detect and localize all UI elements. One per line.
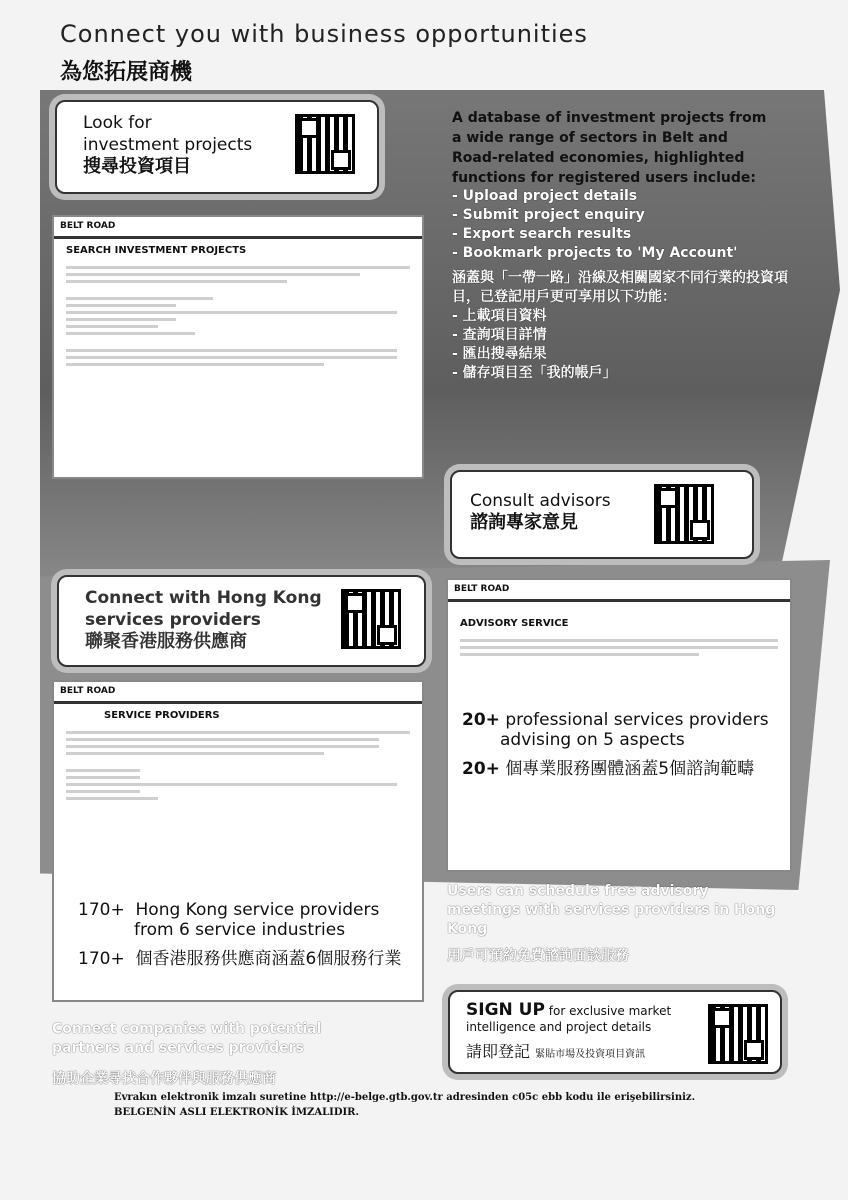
advisory-description (447, 882, 777, 966)
connect-desc-zh: 協助企業尋找合作夥伴與服務供應商 (52, 1071, 276, 1087)
connect-card-line2: services providers (85, 610, 261, 630)
look-for-projects-card (55, 100, 379, 194)
belt-road-logo: BELT ROAD (60, 686, 116, 696)
page-title: Connect you with business opportunities (60, 20, 588, 48)
stat-number: 20+ (462, 710, 500, 730)
connect-card-line1: Connect with Hong Kong (85, 588, 322, 608)
advisory-service-screenshot (446, 578, 792, 872)
qr-code-icon (341, 589, 401, 649)
signup-label: SIGN UP (466, 1000, 545, 1020)
stat-text: professional services providers (505, 710, 769, 730)
text-line (66, 304, 176, 307)
text-line (66, 273, 360, 276)
connect-hk-card (57, 575, 426, 667)
database-description (452, 108, 767, 188)
stat-text-zh: 個香港服務供應商涵蓋6個服務行業 (135, 949, 402, 969)
site-header (54, 682, 422, 704)
text-line (66, 752, 324, 755)
shot3-title: ADVISORY SERVICE (460, 618, 569, 629)
advisory-desc-zh: 用戶可預約免費諮詢面談服務 (447, 948, 629, 964)
text-line (66, 280, 287, 283)
search-projects-screenshot (52, 215, 424, 479)
text-line (66, 797, 158, 800)
database-functions (452, 187, 788, 383)
text-line (66, 349, 397, 352)
shot1-title: SEARCH INVESTMENT PROJECTS (66, 245, 247, 256)
text-line (66, 745, 379, 748)
advisory-desc-en: Users can schedule free advisory meetings with services providers in Hong Kong (447, 883, 776, 937)
site-header (448, 580, 790, 602)
text-line (460, 639, 778, 642)
stat-text: Hong Kong service providers (135, 900, 380, 920)
consult-card-zh: 諮詢專家意見 (470, 512, 578, 533)
stat-text: advising on 5 aspects (500, 730, 685, 750)
text-line (66, 790, 140, 793)
footer-line2: BELGENİN ASLI ELEKTRONİK İMZALIDIR. (114, 1107, 359, 1118)
connect-card-zh: 聯聚香港服務供應商 (85, 631, 247, 652)
function-item: - Bookmark projects to 'My Account' (452, 245, 738, 261)
function-item-zh: - 上載項目資料 (452, 308, 547, 324)
signup-zh-big: 請即登記 (466, 1042, 531, 1061)
signup-zh-small: 緊貼市場及投資項目資訊 (535, 1049, 646, 1060)
text-line (66, 297, 213, 300)
database-intro-zh: 涵蓋與「一帶一路」沿線及相關國家不同行業的投資項目，已登記用戶更可享用以下功能： (452, 270, 788, 305)
function-item: - Export search results (452, 226, 632, 242)
page-title-zh: 為您拓展商機 (60, 60, 193, 85)
stat-text: from 6 service industries (134, 920, 346, 940)
text-line (460, 653, 699, 656)
text-line (66, 769, 140, 772)
text-line (66, 776, 140, 779)
stat-number-zh: 170+ (78, 949, 125, 969)
function-item: - Upload project details (452, 188, 638, 204)
stat-number: 170+ (78, 900, 125, 920)
consult-advisors-card (450, 470, 754, 559)
consult-card-en: Consult advisors (470, 491, 611, 511)
service-providers-screenshot (52, 680, 424, 1002)
function-item: - Submit project enquiry (452, 207, 645, 223)
text-line (66, 363, 324, 366)
belt-road-logo: BELT ROAD (454, 584, 510, 594)
function-item-zh: - 儲存項目至「我的帳戶」 (452, 365, 617, 381)
text-line (66, 325, 158, 328)
text-line (66, 356, 397, 359)
text-line (66, 311, 397, 314)
text-line (66, 738, 379, 741)
signup-card (448, 990, 782, 1074)
text-line (66, 318, 176, 321)
stat-number-zh: 20+ (462, 759, 500, 779)
shot2-title: SERVICE PROVIDERS (104, 710, 220, 721)
text-line (460, 646, 778, 649)
database-intro: A database of investment projects from a wide range of sectors in Belt and Road-related economies, highlighted functions for registered users include: (452, 110, 767, 186)
belt-road-logo: BELT ROAD (60, 221, 116, 231)
footer-line1-tail: ebb kodu ile erişebilirsiniz. (541, 1092, 696, 1103)
signup-text: for exclusive market intelligence and project details (466, 1004, 672, 1034)
text-line (66, 731, 410, 734)
look-card-line1: Look for (83, 113, 152, 133)
qr-code-icon (654, 484, 714, 544)
footer-line1: Evrakın elektronik imzalı suretine http://e-belge.gtb.gov.tr adresinden c05c (114, 1092, 539, 1103)
look-card-line2: investment projects (83, 135, 253, 155)
footer-stamp (114, 1092, 754, 1118)
look-card-zh: 搜尋投資項目 (83, 156, 191, 177)
text-line (66, 332, 195, 335)
function-item-zh: - 匯出搜尋結果 (452, 346, 547, 362)
stat-text-zh: 個專業服務團體涵蓋5個諮詢範疇 (505, 759, 755, 779)
text-line (66, 783, 397, 786)
function-item-zh: - 查詢項目詳情 (452, 327, 547, 343)
text-line (66, 266, 410, 269)
connect-description (52, 1020, 322, 1089)
connect-desc-en: Connect companies with potential partners and services providers (52, 1021, 322, 1056)
qr-code-icon (295, 114, 355, 174)
site-header (54, 217, 422, 239)
qr-code-icon (708, 1004, 768, 1064)
